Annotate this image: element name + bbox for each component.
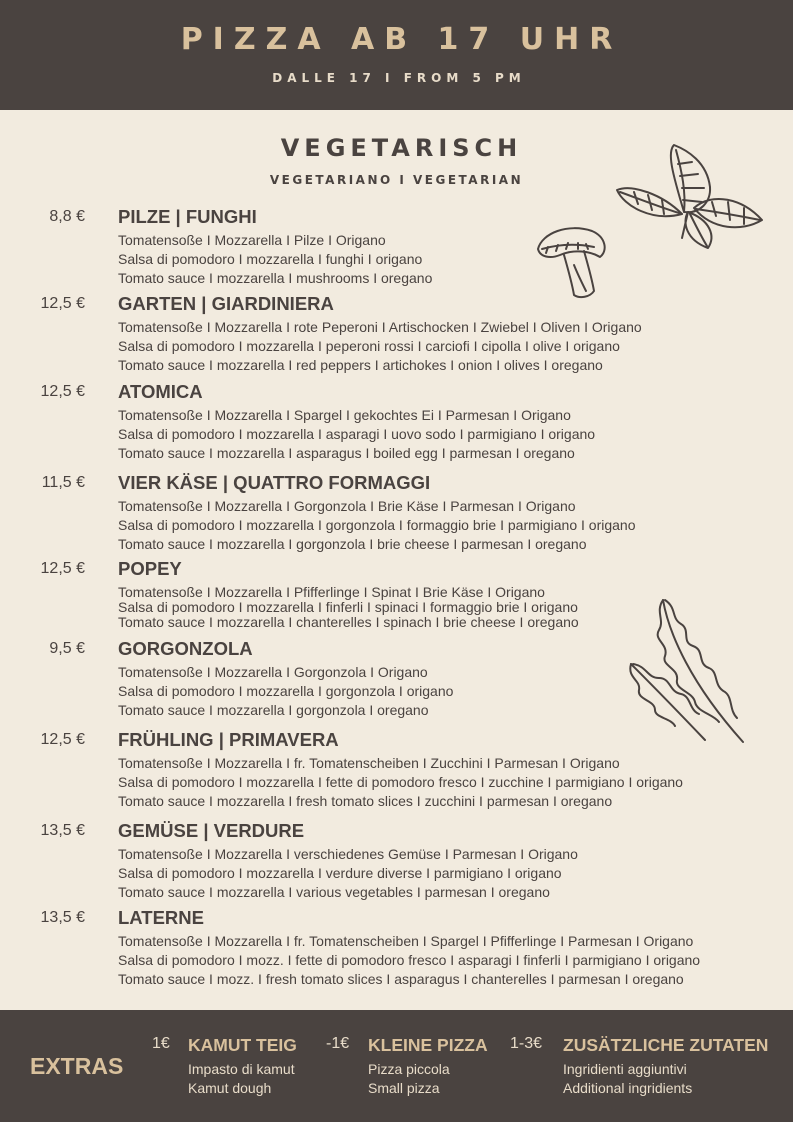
item-price: 8,8 €	[49, 208, 85, 225]
extras-panel	[0, 1010, 793, 1122]
extra-price: 1-3€	[510, 1035, 543, 1052]
item-description	[118, 318, 642, 375]
extra-line-en: Small pizza	[368, 1080, 440, 1096]
item-name: PILZE | FUNGHI	[118, 206, 257, 227]
item-line-en: Tomato sauce I mozzarella I fresh tomato slices I zucchini I parmesan I oregano	[118, 793, 613, 809]
extra-price: -1€	[326, 1035, 350, 1052]
arugula-icon	[625, 594, 755, 746]
item-line-de: Tomatensoße I Mozzarella I rote Peperoni I Artischocken I Zwiebel I Oliven I Origano	[118, 319, 642, 335]
item-name: GORGONZOLA	[118, 638, 253, 659]
item-line-it: Salsa di pomodoro I mozzarella I fette di pomodoro fresco I zucchine I parmigiano I origano	[118, 774, 683, 790]
extra-name: KAMUT TEIG	[188, 1035, 297, 1055]
item-line-en: Tomato sauce I mozzarella I chanterelles I spinach I brie cheese I oregano	[118, 614, 579, 630]
item-name: GEMÜSE | VERDURE	[118, 820, 305, 841]
extra-line-en: Additional ingridients	[563, 1080, 693, 1096]
item-line-en: Tomato sauce I mozzarella I red peppers I artichokes I onion I olives I oregano	[118, 357, 603, 373]
item-name: POPEY	[118, 558, 182, 579]
item-description	[118, 406, 595, 463]
extra-line-it: Impasto di kamut	[188, 1061, 295, 1077]
mushroom-icon	[534, 225, 610, 299]
item-name: FRÜHLING | PRIMAVERA	[118, 729, 339, 750]
extra-line-en: Kamut dough	[188, 1080, 272, 1096]
item-line-it: Salsa di pomodoro I mozzarella I finferli I spinaci I formaggio brie I origano	[118, 599, 578, 615]
item-line-it: Salsa di pomodoro I mozzarella I gorgonzola I formaggio brie I parmigiano I origano	[118, 517, 636, 533]
item-line-en: Tomato sauce I mozz. I fresh tomato slices I asparagus I chanterelles I parmesan I oregano	[118, 971, 684, 987]
item-line-de: Tomatensoße I Mozzarella I verschiedenes Gemüse I Parmesan I Origano	[118, 846, 578, 862]
item-price: 13,5 €	[40, 822, 85, 839]
item-line-de: Tomatensoße I Mozzarella I fr. Tomatenscheiben I Zucchini I Parmesan I Origano	[118, 755, 620, 771]
item-line-en: Tomato sauce I mozzarella I various vegetables I parmesan I oregano	[118, 884, 550, 900]
item-price: 12,5 €	[40, 295, 85, 312]
item-line-de: Tomatensoße I Mozzarella I Spargel I gekochtes Ei I Parmesan I Origano	[118, 407, 571, 423]
item-description	[118, 497, 636, 554]
item-line-it: Salsa di pomodoro I mozzarella I verdure diverse I parmigiano I origano	[118, 865, 562, 881]
extra-price: 1€	[152, 1035, 170, 1052]
item-price: 11,5 €	[41, 474, 85, 491]
item-description	[118, 845, 578, 902]
section-subtitle: VEGETARIANO I VEGETARIAN	[269, 173, 524, 187]
extra-name: ZUSÄTZLICHE ZUTATEN	[563, 1035, 769, 1055]
item-price: 13,5 €	[40, 909, 85, 926]
item-price: 12,5 €	[40, 383, 85, 400]
item-line-it: Salsa di pomodoro I mozzarella I gorgonzola I origano	[118, 683, 454, 699]
item-line-en: Tomato sauce I mozzarella I gorgonzola I brie cheese I parmesan I oregano	[118, 536, 587, 552]
item-line-de: Tomatensoße I Mozzarella I Gorgonzola I Brie Käse I Parmesan I Origano	[118, 498, 576, 514]
item-line-en: Tomato sauce I mozzarella I mushrooms I oregano	[118, 270, 433, 286]
item-line-it: Salsa di pomodoro I mozzarella I peperoni rossi I carciofi I cipolla I olive I origano	[118, 338, 620, 354]
item-name: LATERNE	[118, 907, 204, 928]
item-price: 12,5 €	[40, 560, 85, 577]
item-description	[118, 754, 683, 811]
item-line-de: Tomatensoße I Mozzarella I fr. Tomatenscheiben I Spargel I Pfifferlinge I Parmesan I Origano	[118, 933, 694, 949]
header-banner	[0, 0, 793, 110]
page-title: PIZZA AB 17 UHR	[180, 22, 623, 57]
item-line-en: Tomato sauce I mozzarella I asparagus I boiled egg I parmesan I oregano	[118, 445, 575, 461]
item-price: 9,5 €	[49, 640, 85, 657]
item-description	[118, 932, 700, 989]
item-line-de: Tomatensoße I Mozzarella I Gorgonzola I Origano	[118, 664, 428, 680]
item-line-it: Salsa di pomodoro I mozz. I fette di pomodoro fresco I asparagi I finferli I parmigiano I origano	[118, 952, 701, 968]
page-subtitle: DALLE 17 I FROM 5 PM	[272, 71, 526, 85]
section-title: VEGETARISCH	[280, 134, 523, 162]
item-name: VIER KÄSE | QUATTRO FORMAGGI	[118, 472, 431, 493]
item-name: ATOMICA	[118, 381, 203, 402]
item-line-it: Salsa di pomodoro I mozzarella I funghi I origano	[118, 251, 423, 267]
item-line-it: Salsa di pomodoro I mozzarella I asparagi I uovo sodo I parmigiano I origano	[118, 426, 596, 442]
item-line-de: Tomatensoße I Mozzarella I Pfifferlinge I Spinat I Brie Käse I Origano	[118, 584, 545, 600]
extra-line-it: Pizza piccola	[368, 1061, 450, 1077]
item-description	[118, 663, 453, 720]
item-line-en: Tomato sauce I mozzarella I gorgonzola I oregano	[118, 702, 429, 718]
basil-icon	[612, 142, 767, 250]
item-name: GARTEN | GIARDINIERA	[118, 293, 334, 314]
item-price: 12,5 €	[40, 731, 85, 748]
item-description	[118, 585, 579, 630]
item-description	[118, 231, 432, 288]
extra-name: KLEINE PIZZA	[368, 1035, 488, 1055]
item-line-de: Tomatensoße I Mozzarella I Pilze I Origano	[118, 232, 386, 248]
extras-title: EXTRAS	[30, 1053, 124, 1079]
extra-line-it: Ingridienti aggiuntivi	[563, 1061, 687, 1077]
